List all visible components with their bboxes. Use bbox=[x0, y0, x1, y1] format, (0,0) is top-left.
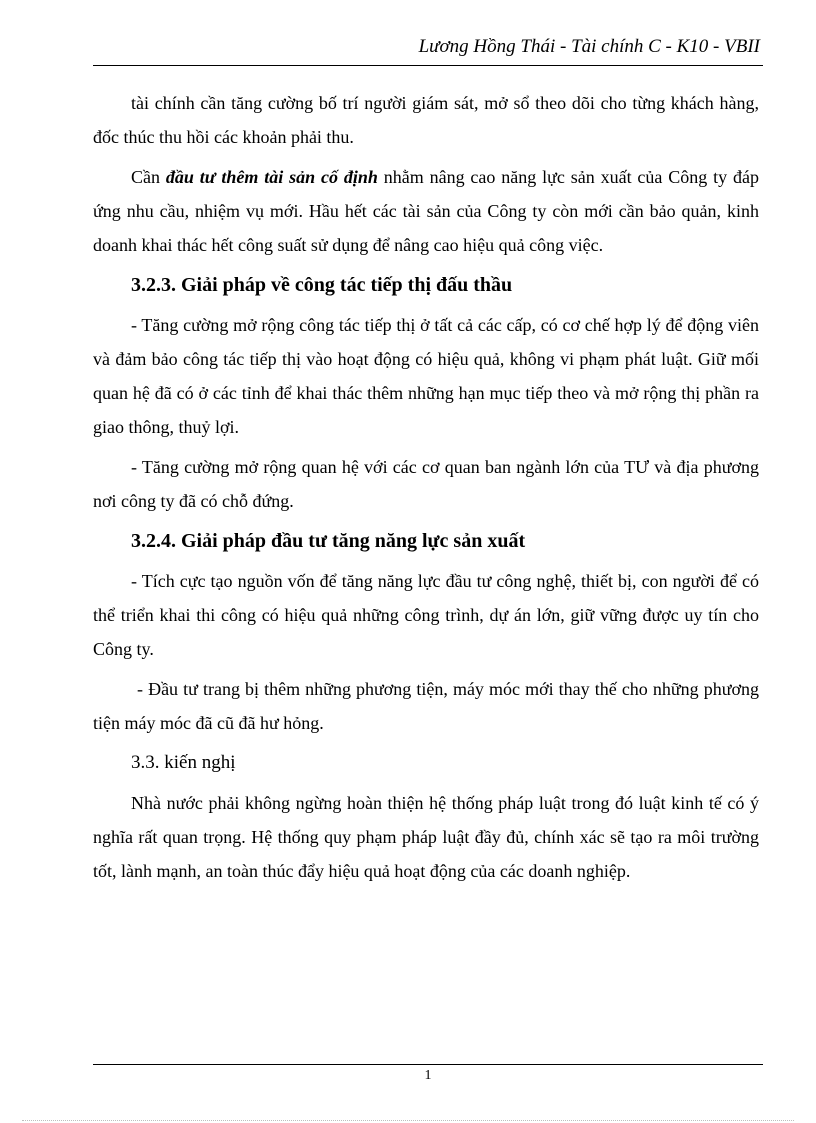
paragraph-fixed-assets-lead: Cần bbox=[131, 167, 166, 187]
paragraph-fixed-assets bbox=[93, 160, 759, 262]
section-heading-3-2-4: 3.2.4. Giải pháp đầu tư tăng năng lực sản xuất bbox=[131, 530, 526, 552]
running-header: Lương Hồng Thái - Tài chính C - K10 - VBII bbox=[418, 36, 760, 57]
paragraph-marketing-expansion: - Tăng cường mở rộng công tác tiếp thị ở tất cả các cấp, có cơ chế hợp lý để động viên và đảm bảo công tác tiếp thị vào hoạt động có hiệu quả, không vi phạm phát luật. Giữ mối quan hệ đã có ở các tỉnh để khai thác thêm những hạn mục tiếp theo và mở rộng thị phần ra giao thông, thuỷ lợi. bbox=[93, 315, 759, 437]
paragraph-monitoring-receivables: tài chính cần tăng cường bố trí người giám sát, mở sổ theo dõi cho từng khách hàng, đốc thúc thu hồi các khoản phải thu. bbox=[93, 93, 759, 147]
emphasis-fixed-assets: đầu tư thêm tài sản cố định bbox=[165, 167, 378, 187]
footer-divider bbox=[93, 1064, 763, 1065]
page-number: 1 bbox=[424, 1068, 432, 1083]
page-body bbox=[93, 86, 759, 894]
paragraph-legal-recommendation: Nhà nước phải không ngừng hoàn thiện hệ thống pháp luật trong đó luật kinh tế có ý nghĩa rất quan trọng. Hệ thống quy phạm pháp luật đầy đủ, chính xác sẽ tạo ra môi trường tốt, lành mạnh, an toàn thúc đẩy hiệu quả hoạt động của các doanh nghiệp. bbox=[93, 793, 759, 881]
header-divider bbox=[93, 65, 763, 66]
paragraph-fixed-assets-rest: nhằm nâng cao năng lực sản xuất của Công ty đáp ứng nhu cầu, nhiệm vụ mới. Hầu hết các tài sản của Công ty còn mới cần bảo quản, kinh doanh khai thác hết công suất sử dụng để nâng cao hiệu quả công việc. bbox=[93, 167, 759, 255]
paragraph-equipment-investment: - Đầu tư trang bị thêm những phương tiện, máy móc mới thay thế cho những phương tiện máy móc đã cũ đã hư hỏng. bbox=[93, 679, 759, 733]
page-edge-divider bbox=[22, 1120, 794, 1121]
section-heading-3-3: 3.3. kiến nghị bbox=[131, 752, 236, 773]
section-heading-3-2-3: 3.2.3. Giải pháp về công tác tiếp thị đấu thầu bbox=[131, 274, 513, 296]
paragraph-capital-sourcing: - Tích cực tạo nguồn vốn để tăng năng lực đầu tư công nghệ, thiết bị, con người để có thể triển khai thi công có hiệu quả những công trình, dự án lớn, giữ vững được uy tín cho Công ty. bbox=[93, 571, 759, 659]
paragraph-agency-relations: - Tăng cường mở rộng quan hệ với các cơ quan ban ngành lớn của TƯ và địa phương nơi công ty đã có chỗ đứng. bbox=[93, 457, 759, 511]
